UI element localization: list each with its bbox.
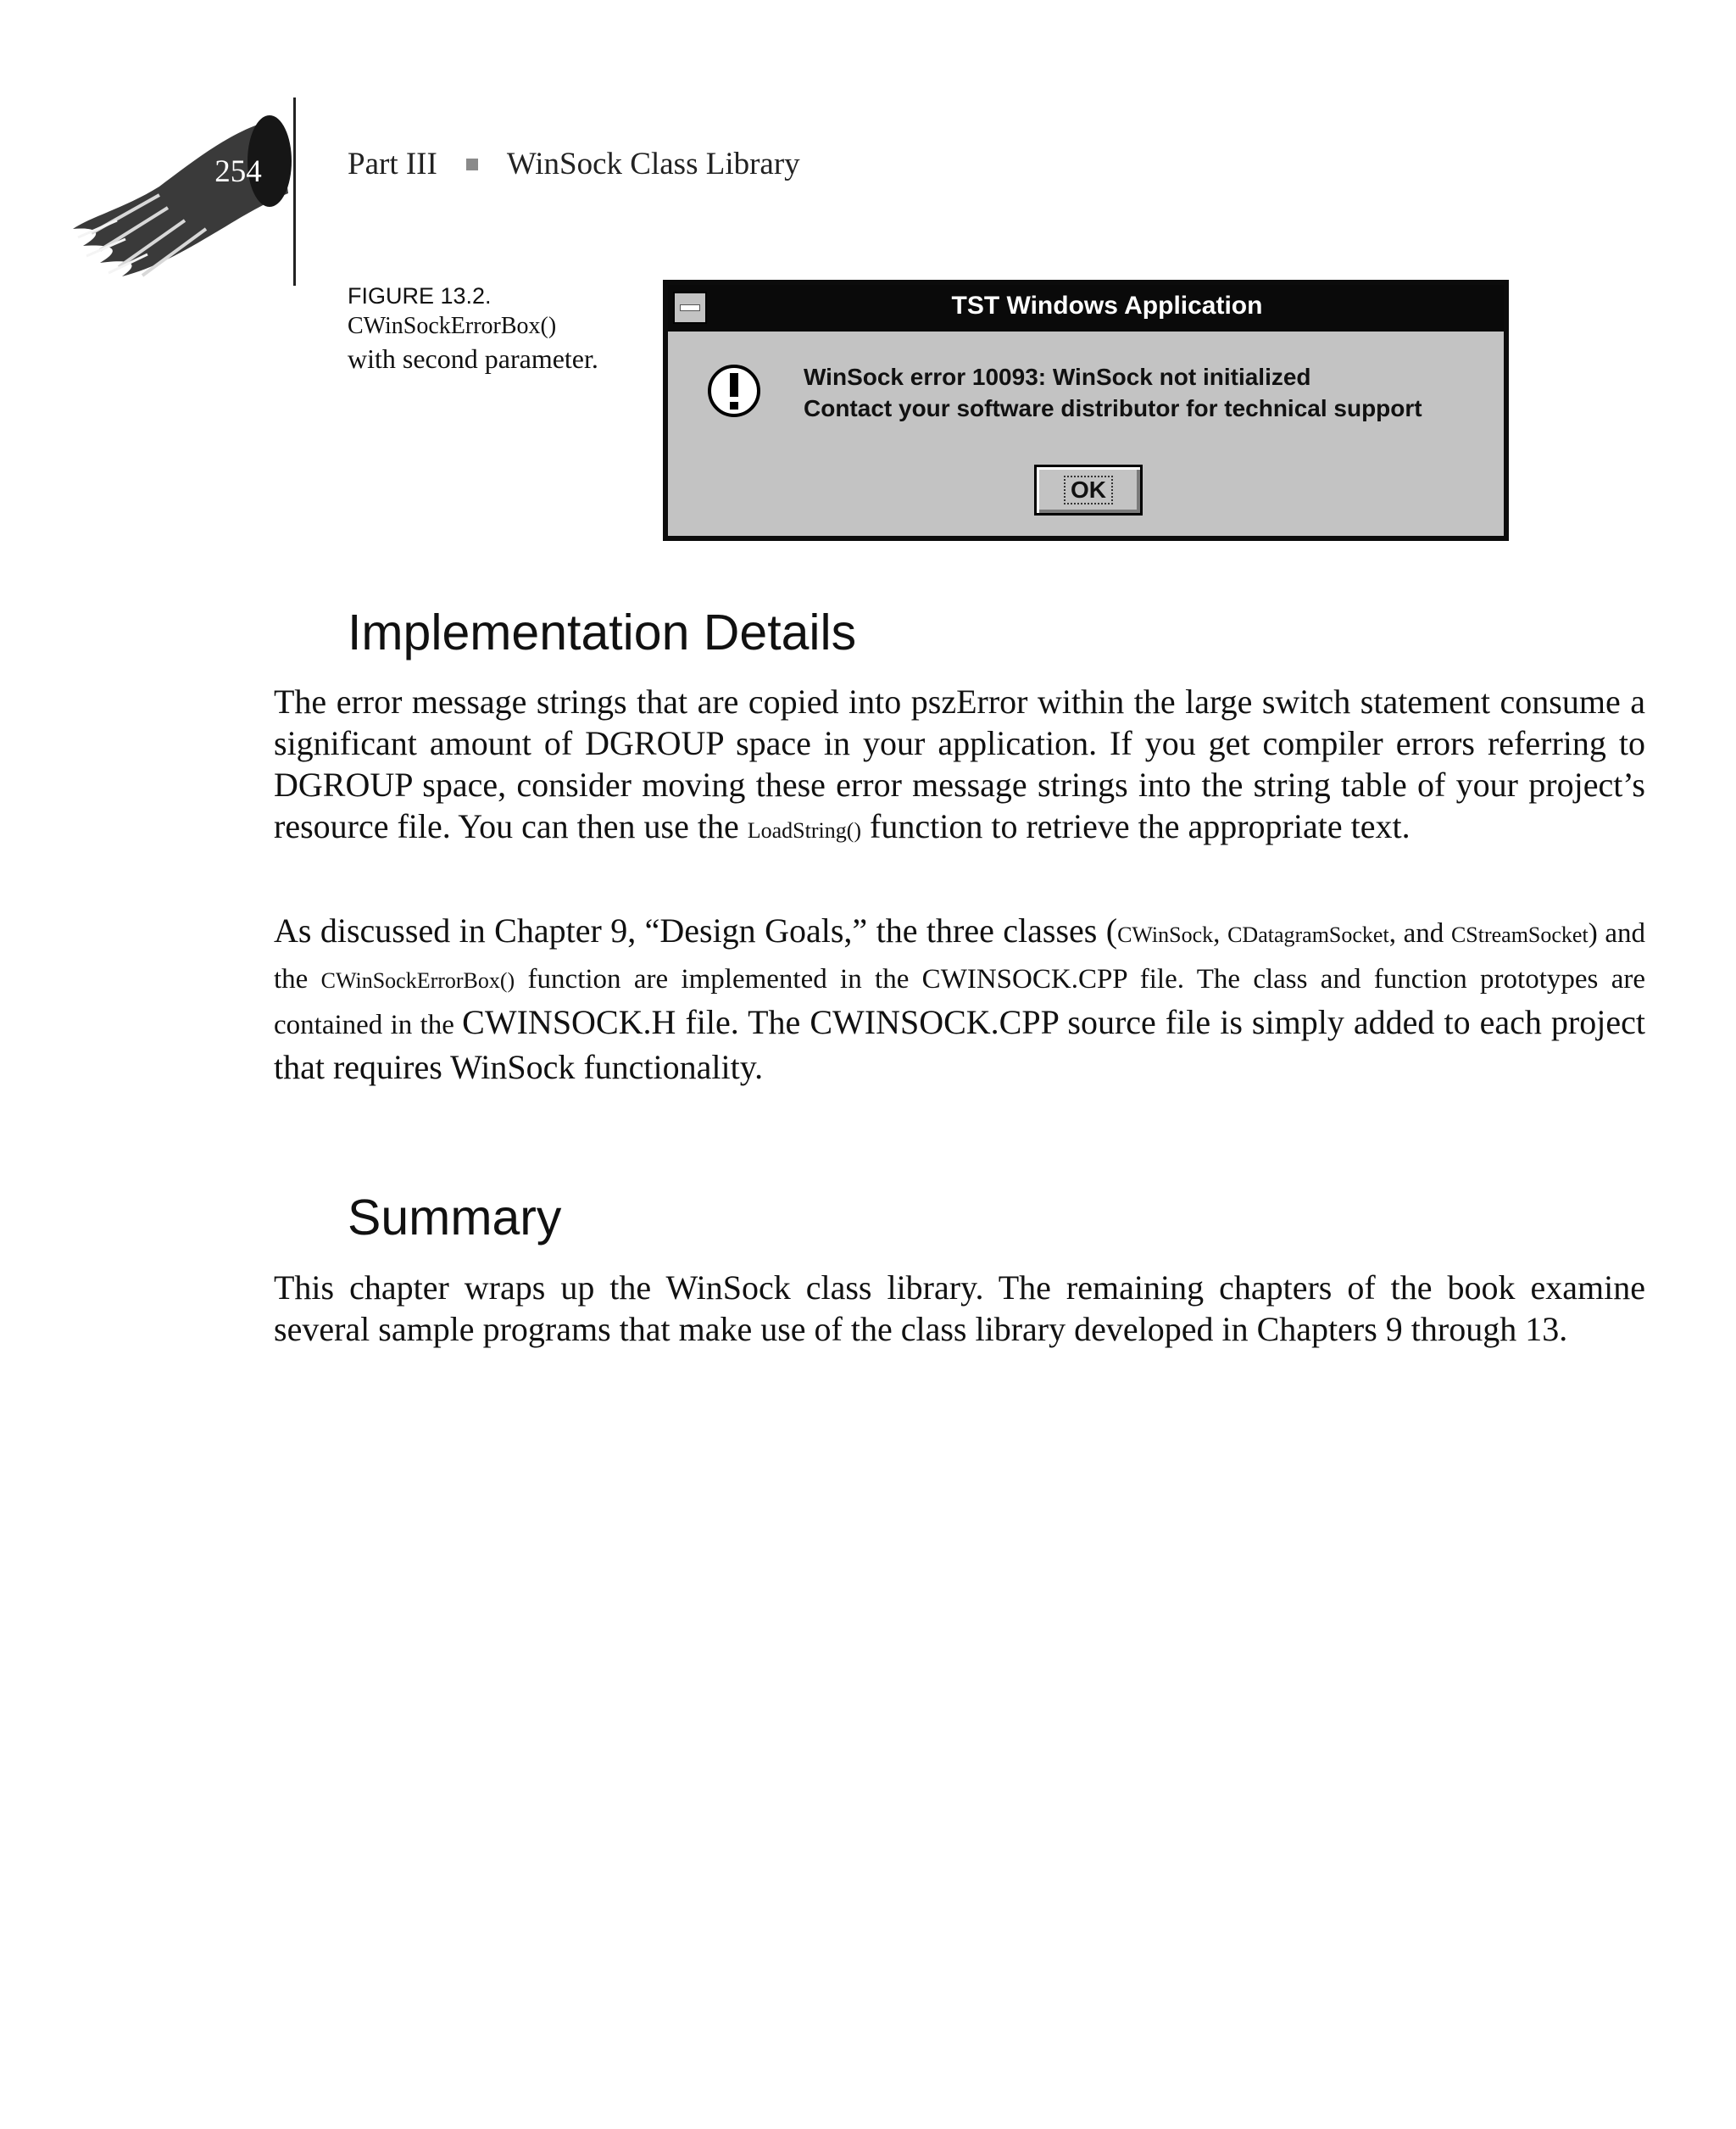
figure-function-name: CWinSockErrorBox() [348,313,557,339]
implementation-heading: Implementation Details [348,605,857,660]
error-dialog-screenshot [663,280,1509,541]
code-cwinsockerrorbox: CWinSockErrorBox() [320,968,515,993]
text-run: As discussed in Chapter 9, “Design Goals,” the three classes ( [274,911,1118,950]
page-number: 254 [214,154,262,189]
dialog-message-line-2: Contact your software distributor for technical support [804,395,1422,421]
dialog-message [804,361,1422,424]
text-run: function are implemented in the CWINSOCK.CPP file. The class and function prototypes are contained in the [274,964,1645,1040]
text-run: , [1213,918,1228,949]
dialog-message-line-1: WinSock error 10093: WinSock not initialized [804,364,1311,390]
figure-description: with second parameter. [348,343,598,374]
exclamation-icon [706,363,762,419]
implementation-paragraph-1 [274,681,1645,851]
ok-button-label: OK [1064,476,1113,504]
text-run: , and [1388,918,1451,949]
implementation-paragraph-2 [274,910,1645,1088]
code-cwinsock: CWinSock [1117,922,1214,947]
text-run: CWINSOCK.H file. The CWINSOCK.CPP source file is simply added to each project that requires WinSock functionality. [274,1003,1645,1086]
figure-label: FIGURE 13.2. [348,283,492,309]
running-header [0,0,1736,305]
quill-ornament-icon [66,93,320,305]
dialog-title: TST Windows Application [951,292,1263,320]
running-head [348,146,800,182]
dialog-titlebar [668,285,1504,332]
text-run: function to retrieve the appropriate text. [861,807,1410,845]
section-label: WinSock Class Library [506,147,800,181]
code-loadstring: LoadString() [747,818,862,843]
code-cdatagramsocket: CDatagramSocket [1227,922,1389,947]
figure-caption [348,281,653,375]
ok-button[interactable] [1034,465,1143,516]
summary-heading: Summary [348,1190,562,1246]
square-bullet-icon [466,159,478,170]
text-run: ) and the [274,918,1646,995]
text-run: The error message strings that are copied into pszError within the large switch statement consume a significant amount of DGROUP space in your application. If you get compiler errors referring to DGROUP space, consider moving these error message strings into the string table of your project’s resource file. You can then use the [274,683,1645,845]
header-divider [293,98,296,286]
summary-paragraph: This chapter wraps up the WinSock class library. The remaining chapters of the book examine several sample programs that make use of the class library developed in Chapters 9 through 13. [274,1268,1645,1348]
system-menu-icon[interactable] [673,292,707,324]
part-label: Part III [348,147,437,181]
code-cstreamsocket: CStreamSocket [1450,922,1589,947]
